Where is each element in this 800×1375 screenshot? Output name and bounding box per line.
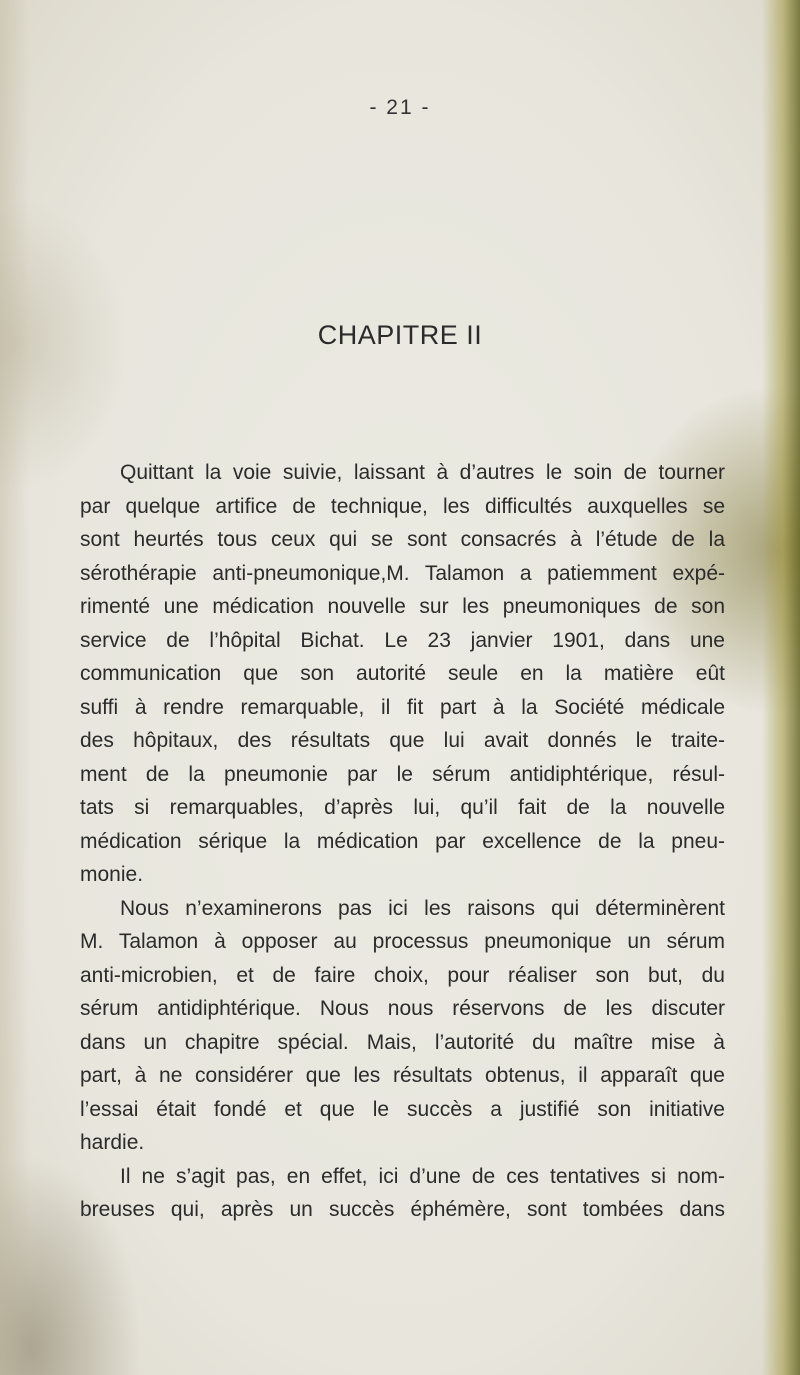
text-line: l’essai était fondé et que le succès a justifié son initiative [80,1097,725,1121]
text-line: hardie. [80,1131,145,1154]
text-line: part, à ne considérer que les résultats obtenus, il apparaît que [80,1064,725,1087]
page-edge-left-shadow [0,0,30,1375]
text-line: sérothérapie anti-pneumonique,M. Talamon a patiemment expé- [80,561,725,585]
text-line: dans un chapitre spécial. Mais, l’autorité du maître mise à [80,1030,725,1054]
text-line: breuses qui, après un succès éphémère, sont tombées dans [80,1198,725,1221]
text-line: par quelque artifice de technique, les difficultés auxquelles se [80,494,725,518]
text-line: médication sérique la médication par excellence de la pneu- [80,829,725,853]
text-line: sont heurtés tous ceux qui se sont consacrés à l’étude de la [80,528,725,551]
text-line: rimenté une médication nouvelle sur les pneumoniques de son [80,595,725,618]
text-line: sérum antidiphtérique. Nous nous réservons de les discuter [80,997,725,1020]
page-number: - 21 - [369,96,431,119]
text-line: Nous n’examinerons pas ici les raisons qui déterminèrent [120,896,725,920]
text-line: ment de la pneumonie par le sérum antidiphtérique, résul- [80,762,725,786]
text-line: communication que son autorité seule en la matière eût [80,662,725,685]
text-line: service de l’hôpital Bichat. Le 23 janvier 1901, dans une [80,628,725,652]
text-line: M. Talamon à opposer au processus pneumonique un sérum [80,930,725,953]
text-line: des hôpitaux, des résultats que lui avait donnés le traite- [80,729,725,752]
text-line: monie. [80,863,144,886]
text-line: Il ne s’agit pas, en effet, ici d’une de ces tentatives si nom- [120,1164,725,1188]
text-line: anti-microbien, et de faire choix, pour réaliser son but, du [80,963,725,987]
chapter-title: CHAPITRE II [317,320,483,350]
text-line: Quittant la voie suivie, laissant à d’autres le soin de tourner [120,461,725,484]
page-edge-right-stain [762,0,800,1375]
text-line: tats si remarquables, d’après lui, qu’il fait de la nouvelle [80,796,725,819]
text-line: suffi à rendre remarquable, il fit part à la Société médicale [80,695,725,719]
body-text [80,456,725,1227]
